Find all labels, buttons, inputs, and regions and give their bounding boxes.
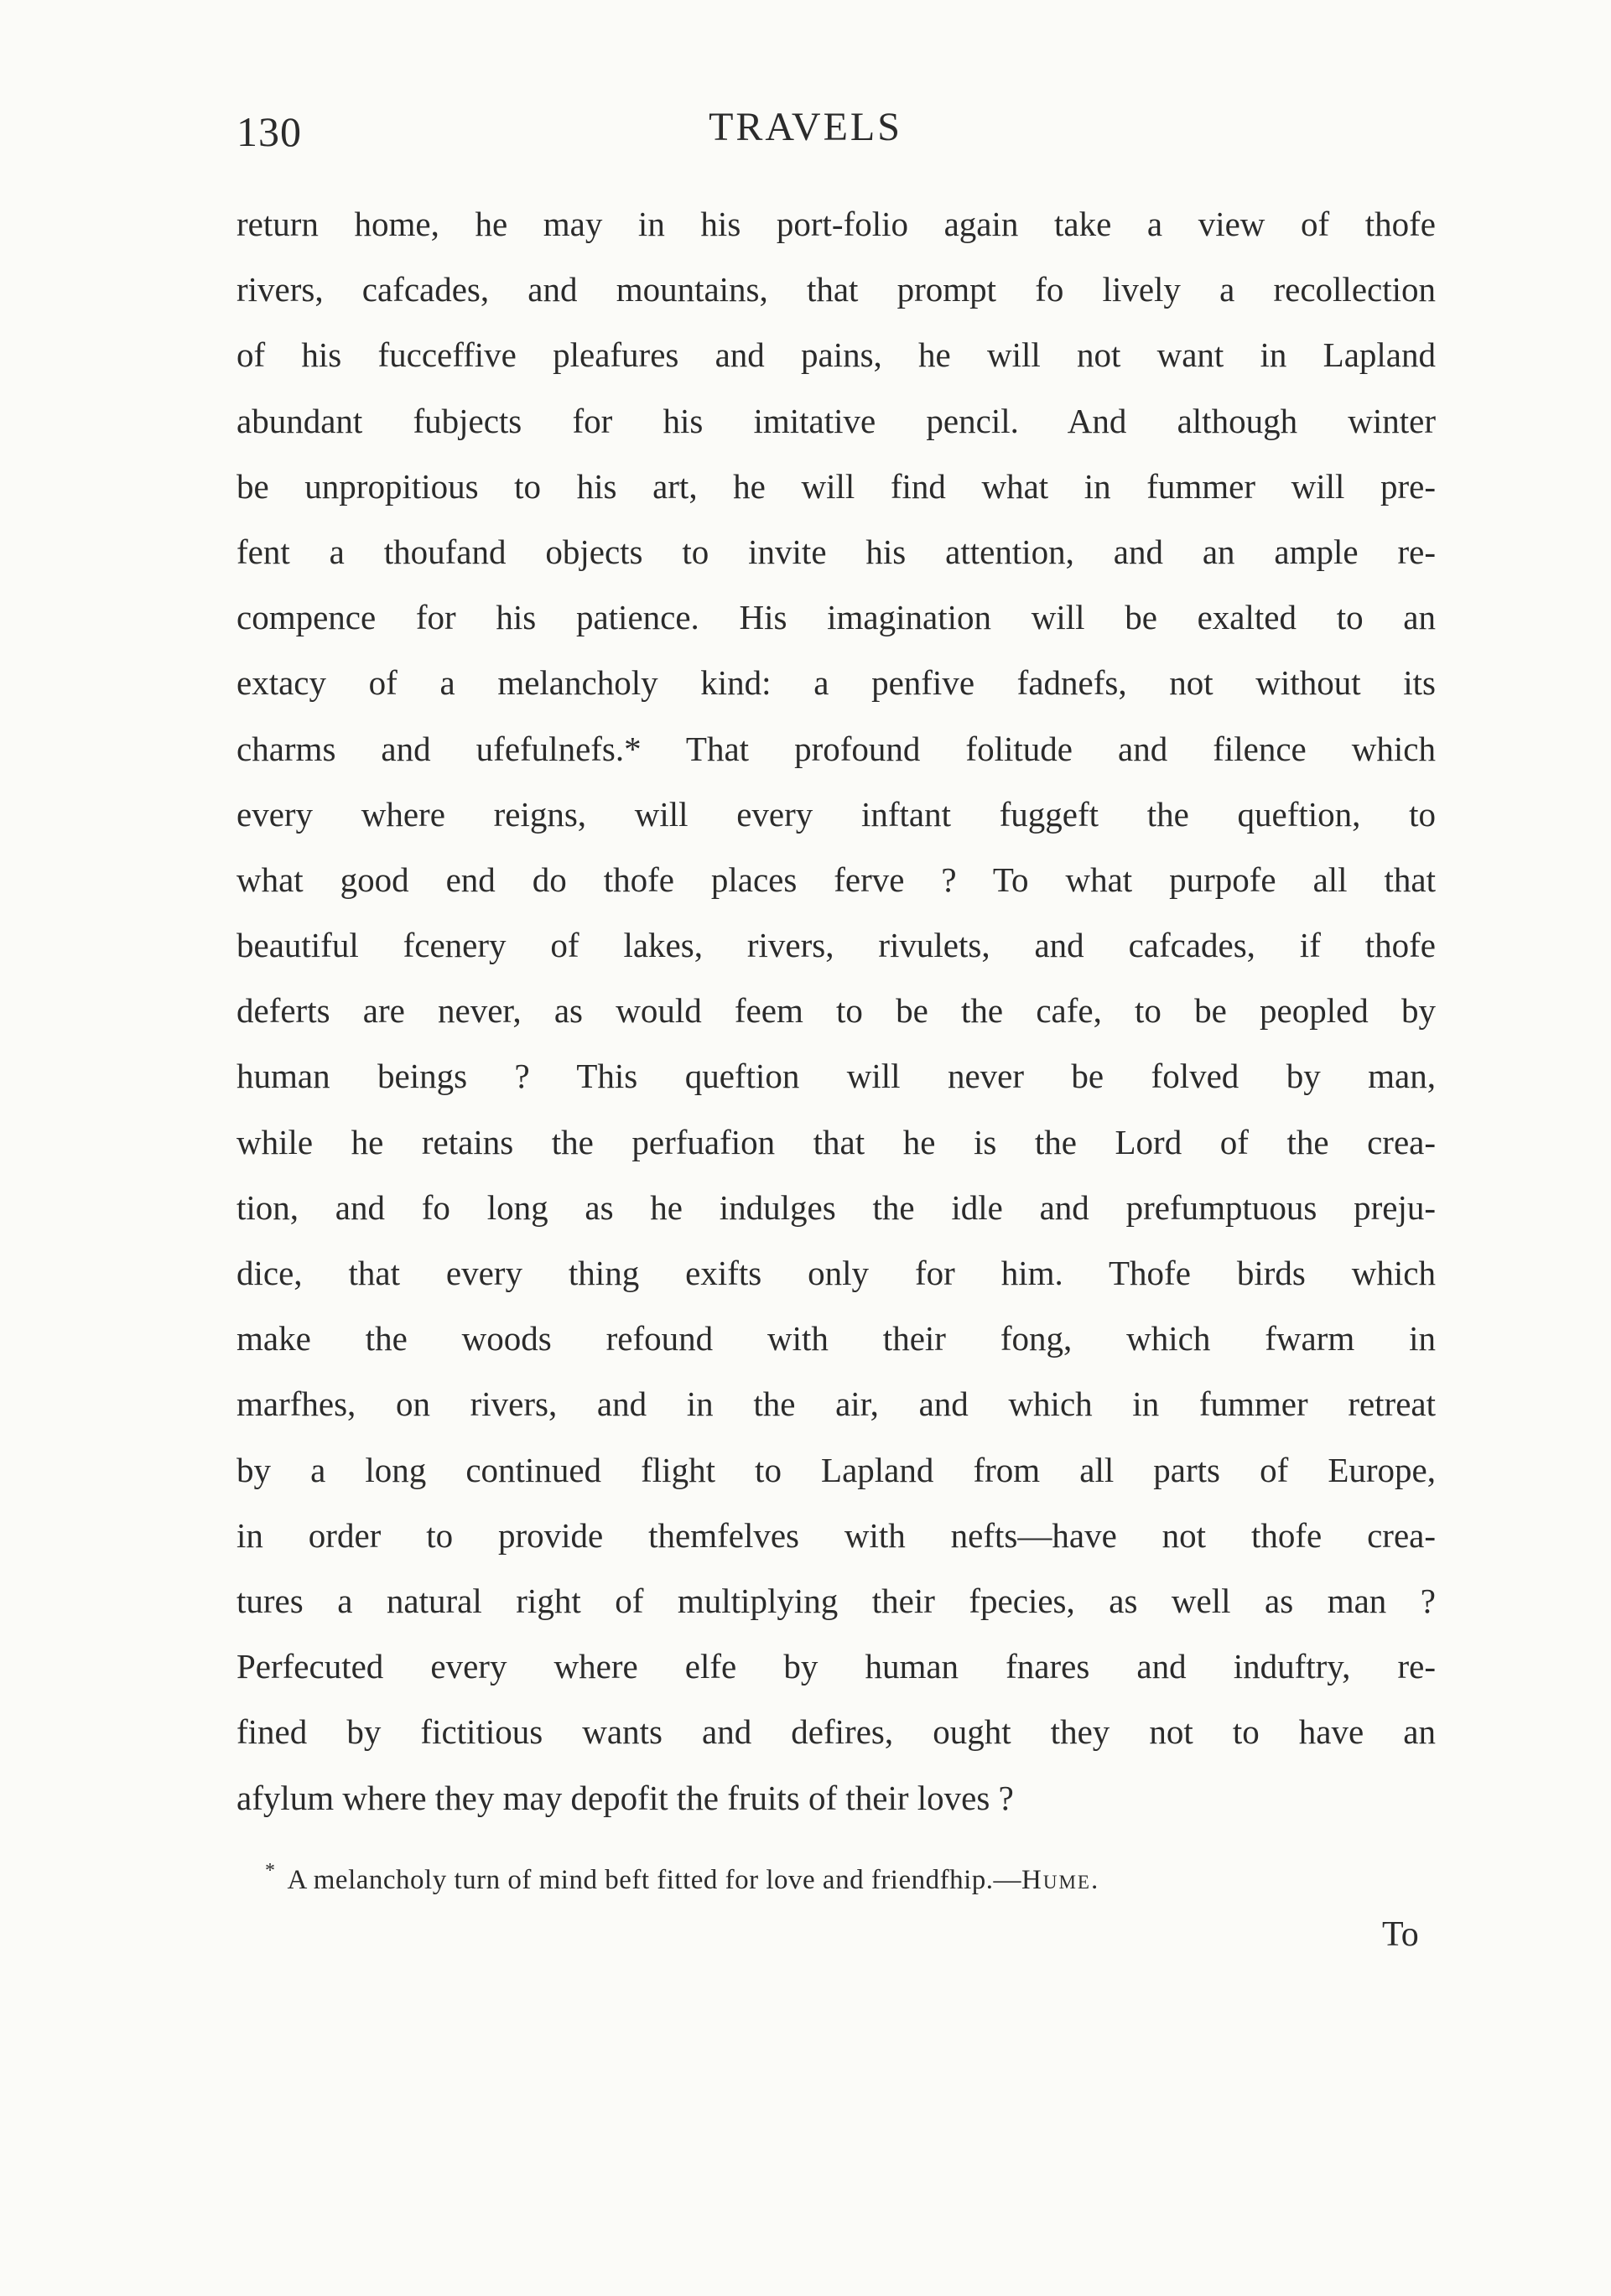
text-line: fent a thoufand objects to invite his attention, and an ample re-: [236, 532, 1436, 571]
text-line: what good end do thofe places ferve ? To what purpofe all that: [236, 860, 1436, 899]
catchword: To: [1382, 1915, 1419, 1954]
text-line: dice, that every thing exifts only for him. Thofe birds which: [236, 1254, 1436, 1292]
text-line: while he retains the perfuafion that he is the Lord of the crea-: [236, 1122, 1436, 1161]
footnote: [265, 1860, 1099, 1896]
text-line: human beings ? This queftion will never be folved by man,: [236, 1057, 1436, 1096]
text-line: extacy of a melancholy kind: a penfive fadnefs, not without its: [236, 663, 1436, 703]
text-line: charms and ufefulnefs.* That profound folitude and filence which: [236, 729, 1436, 768]
text-line: tures a natural right of multiplying their fpecies, as well as man ?: [236, 1581, 1436, 1620]
text-line: be unpropitious to his art, he will find what in fummer will pre-: [236, 466, 1436, 506]
footnote-author: Hume.: [1021, 1865, 1100, 1895]
text-line: tion, and fo long as he indulges the idle and prefumptuous preju-: [236, 1187, 1436, 1227]
footnote-mark: *: [265, 1860, 276, 1882]
text-line: make the woods refound with their fong, which fwarm in: [236, 1319, 1436, 1358]
page-number: 130: [236, 108, 302, 155]
text-line: return home, he may in his port-folio again take a view of thofe: [236, 205, 1436, 243]
text-line: in order to provide themfelves with nefts—have not thofe crea-: [236, 1515, 1436, 1555]
text-line: fined by fictitious wants and defires, ought they not to have an: [236, 1712, 1436, 1752]
text-line: deferts are never, as would feem to be the cafe, to be peopled by: [236, 991, 1436, 1031]
text-line: rivers, cafcades, and mountains, that prompt fo lively a recollection: [236, 270, 1436, 309]
text-line: of his fucceffive pleafures and pains, he will not want in Lapland: [236, 335, 1436, 375]
text-line: Perfecuted every where elfe by human fnares and induftry, re-: [236, 1647, 1436, 1686]
body-text: [236, 191, 1436, 1831]
text-line: beautiful fcenery of lakes, rivers, rivulets, and cafcades, if thofe: [236, 926, 1436, 965]
text-line: abundant fubjects for his imitative pencil. And although winter: [236, 401, 1436, 440]
text-line: compence for his patience. His imagination will be exalted to an: [236, 598, 1436, 637]
running-head: TRAVELS: [709, 105, 902, 149]
text-line: marfhes, on rivers, and in the air, and which in fummer retreat: [236, 1384, 1436, 1424]
text-line: every where reigns, will every inftant fuggeft the queftion, to: [236, 794, 1436, 834]
text-line: by a long continued flight to Lapland from all parts of Europe,: [236, 1450, 1436, 1489]
text-line: afylum where they may depofit the fruits of their loves ?: [236, 1778, 1014, 1817]
footnote-text: A melancholy turn of mind beft fitted for love and friendfhip.—: [287, 1865, 1022, 1895]
